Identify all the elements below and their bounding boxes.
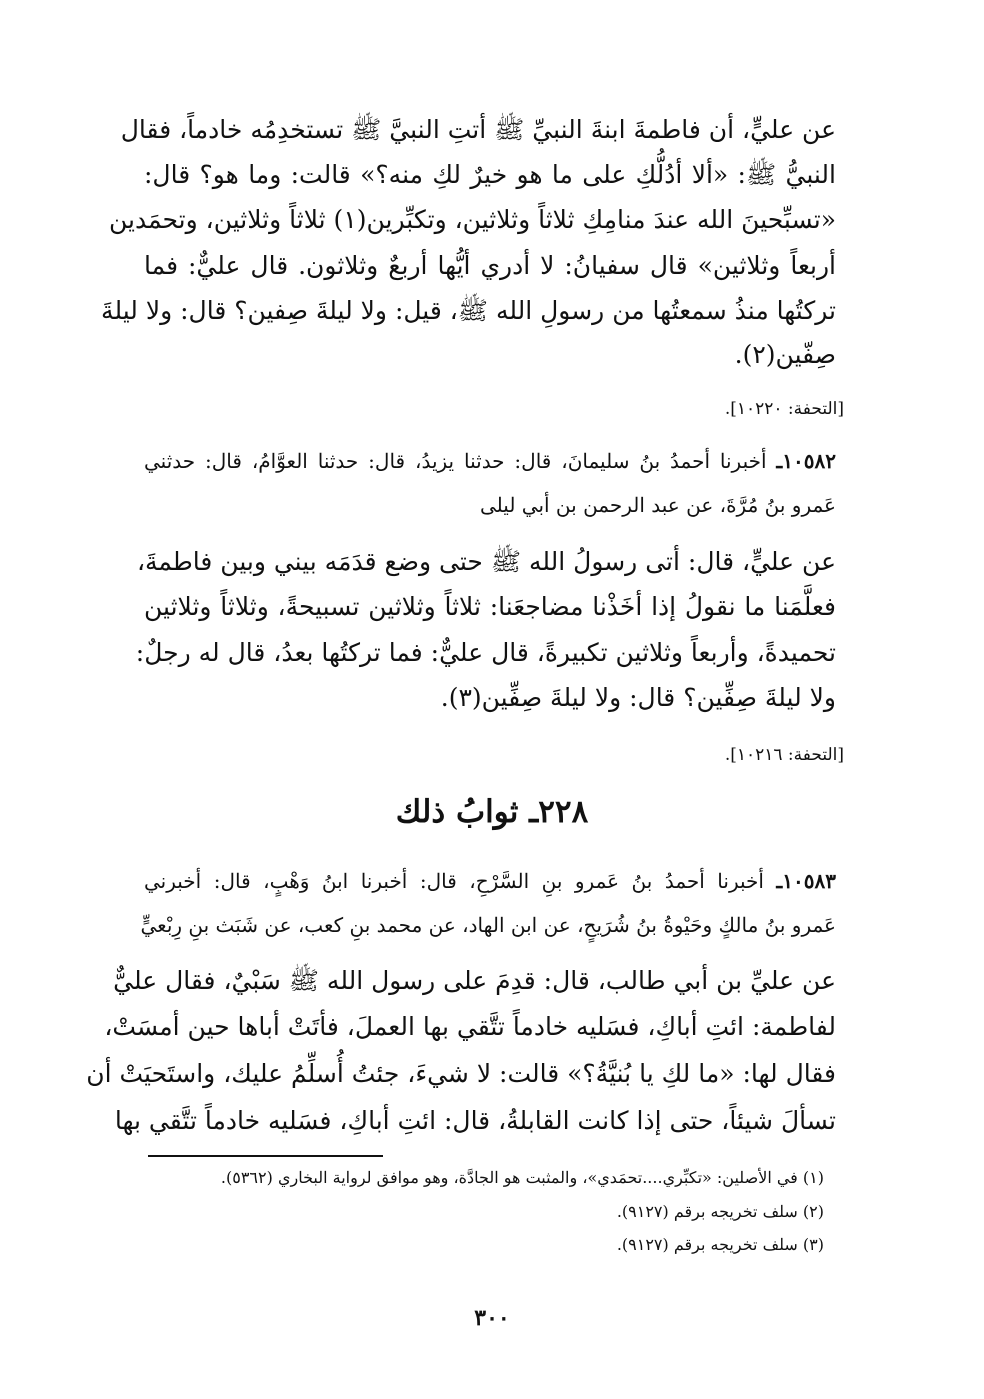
isnad-text: أخبرنا أحمدُ بنُ سليمانَ، قال: حدثنا يزيدُ، قال: حدثنا العوَّامُ، قال: حدثني	[144, 449, 767, 473]
footnote-2: (٢) سلف تخريجه برقم (٩١٢٧).	[616, 1202, 824, 1221]
hadith-text-1	[101, 112, 836, 372]
footnote-1: (١) في الأصلين: «تكبِّري....تحمَدي»، والمثبت هو الجادَّة، وهو موافق لرواية البخاري (٥٣٦٢).	[220, 1168, 824, 1187]
hadith-10582-isnad	[144, 446, 836, 526]
text-line: لفاطمة: ائتِ أباكِ، فسَليه خادماً تتَّقي بها العملَ، فأتَتْ أباها حين أمسَتْ،	[104, 1012, 836, 1041]
text-line: عن عليٍّ، أن فاطمةَ ابنةَ النبيِّ ﷺ أتتِ النبيَّ ﷺ تستخدِمُه خادماً، فقال	[120, 115, 836, 144]
hadith-number: ١٠٥٨٣ـ	[776, 869, 836, 893]
isnad-line-2: عَمرو بنُ مالكٍ وحَيْوةُ بنُ شُرَيحٍ، عن ابن الهاد، عن محمد بنِ كعب، عن شَبَث بنِ رِبْعيٍّ	[140, 913, 836, 937]
text-line: صِفّين(٢).	[734, 340, 836, 369]
footnote-separator	[148, 1155, 383, 1157]
tuhfa-reference: [التحفة: ١٠٢٢٠].	[724, 399, 844, 419]
hadith-10583-isnad	[140, 866, 836, 946]
text-line: عن عليِّ بن أبي طالب، قال: قدِمَ على رسول الله ﷺ سَبْيٌ، فقال عليٌّ	[113, 966, 836, 995]
page-number: ٣٠٠	[474, 1305, 510, 1331]
text-line: تسألَ شيئاً، حتى إذا كانت القابلةُ، قال: ائتِ أباكِ، فسَليه خادماً تتَّقي بها	[114, 1106, 836, 1135]
section-heading: ٢٢٨ـ ثوابُ ذلك	[395, 794, 589, 830]
text-line: تركتُها منذُ سمعتُها من رسولِ الله ﷺ، قيل: ولا ليلةَ صِفين؟ قال: ولا ليلةَ	[101, 296, 836, 325]
footnote-3: (٣) سلف تخريجه برقم (٩١٢٧).	[616, 1235, 824, 1254]
text-line: عن عليٍّ، قال: أتى رسولُ الله ﷺ حتى وضع قدَمَه بيني وبين فاطمةَ،	[136, 547, 836, 576]
text-line: أربعاً وثلاثين» قال سفيانُ: لا أدري أيُّها أربعٌ وثلاثون. قال عليٌّ: فما	[144, 251, 836, 280]
text-line: «تسبِّحينَ الله عندَ منامِكِ ثلاثاً وثلاثين، وتكبِّرين(١) ثلاثاً وثلاثين، وتحمَدين	[108, 205, 836, 234]
isnad-line-1	[144, 866, 836, 896]
isnad-text: أخبرنا أحمدُ بنُ عَمرو بنِ السَّرْحِ، قال: أخبرنا ابنُ وَهْبٍ، قال: أخبرني	[144, 869, 764, 893]
text-line: فقال لها: «ما لكِ يا بُنيَّةُ؟» قالت: لا شيءَ، جئتُ أُسلِّمُ عليك، واستَحيَتْ أن	[86, 1059, 836, 1088]
isnad-line-2: عَمرو بنُ مُرَّةَ، عن عبد الرحمن بن أبي ليلى	[480, 493, 836, 517]
hadith-number: ١٠٥٨٢ـ	[776, 449, 836, 473]
text-line: ولا ليلةَ صِفِّين؟ قال: ولا ليلةَ صِفِّين(٣).	[440, 683, 836, 712]
isnad-line-1	[144, 446, 836, 476]
text-line: فعلَّمَنا ما نقولُ إذا أخَذْنا مضاجعَنا: ثلاثاً وثلاثين تسبيحةً، وثلاثاً وثلاثين	[144, 592, 836, 621]
hadith-text-2	[135, 544, 836, 734]
hadith-text-3	[86, 963, 836, 1153]
text-line: النبيُّ ﷺ: «ألا أدُلُّكِ على ما هو خيرٌ لكِ منه؟» قالت: وما هو؟ قال:	[144, 160, 836, 189]
text-line: تحميدةً، وأربعاً وثلاثين تكبيرةً، قال عليٌّ: فما تركتُها بعدُ، قال له رجلٌ:	[135, 638, 836, 667]
tuhfa-reference: [التحفة: ١٠٢١٦].	[724, 745, 844, 765]
